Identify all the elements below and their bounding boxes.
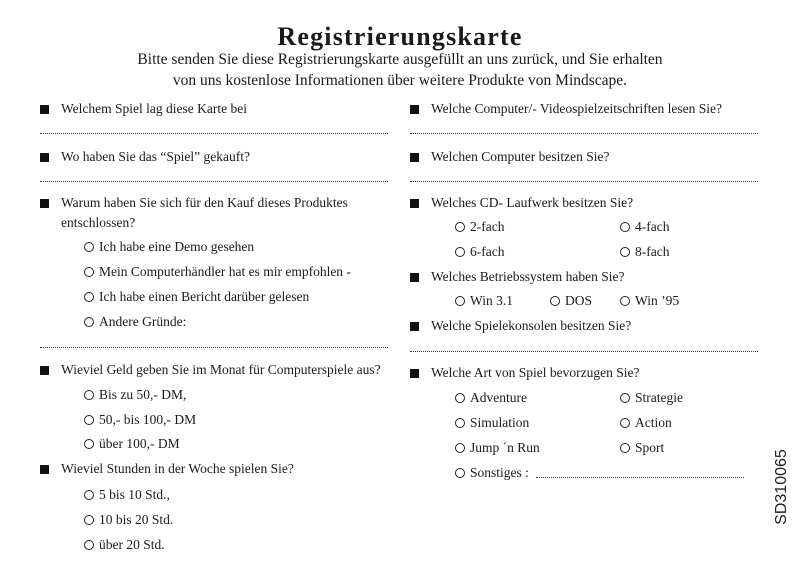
radio-circle-icon [620,222,630,232]
question-genre: Welche Art von Spiel bevorzugen Sie? [431,365,640,380]
radio-circle-icon [455,443,465,453]
option-money-1[interactable]: Bis zu 50,- DM, [84,387,186,403]
option-money-3[interactable]: über 100,- DM [84,436,180,452]
radio-circle-icon [84,317,94,327]
radio-circle-icon [455,222,465,232]
question-money: Wieviel Geld geben Sie im Monat für Computerspiele aus? [61,362,381,377]
answer-line[interactable] [40,347,388,348]
radio-circle-icon [84,490,94,500]
option-dealer[interactable]: Mein Computerhändler hat es mir empfohlen - [84,264,351,280]
radio-circle-icon [84,390,94,400]
question-magazines: Welche Computer/- Videospielzeitschriften lesen Sie? [431,101,723,116]
bullet-icon [410,369,419,378]
question-purchase-place: Wo haben Sie das “Spiel” gekauft? [61,149,250,164]
answer-line[interactable] [40,133,388,134]
option-hours-3[interactable]: über 20 Std. [84,537,165,553]
option-os-dos[interactable]: DOS [550,293,592,309]
option-genre-action[interactable]: Action [620,415,672,431]
answer-line[interactable] [40,181,388,182]
question-consoles: Welche Spielekonsolen besitzen Sie? [431,318,632,333]
option-hours-1[interactable]: 5 bis 10 Std., [84,487,170,503]
radio-circle-icon [620,418,630,428]
answer-line[interactable] [410,181,758,182]
option-hours-2[interactable]: 10 bis 20 Std. [84,512,173,528]
question-reason-line-2: entschlossen? [61,215,136,230]
answer-line[interactable] [410,133,758,134]
question-reason-line-1: Warum haben Sie sich für den Kauf dieses Produktes [61,195,348,210]
option-os-win31[interactable]: Win 3.1 [455,293,513,309]
intro-line-2: von uns kostenlose Informationen über weitere Produkte von Mindscape. [172,72,628,89]
option-genre-jumpnrun[interactable]: Jump ´n Run [455,440,540,456]
intro-line-1: Bitte senden Sie diese Registrierungskarte ausgefüllt an uns zurück, und Sie erhalten [137,51,663,68]
option-genre-sport[interactable]: Sport [620,440,664,456]
option-genre-other[interactable]: Sonstiges : [455,465,529,481]
option-genre-adventure[interactable]: Adventure [455,390,527,406]
other-answer-line[interactable] [536,477,744,478]
question-hours: Wieviel Stunden in der Woche spielen Sie? [61,461,294,476]
bullet-icon [410,153,419,162]
bullet-icon [410,273,419,282]
radio-circle-icon [620,443,630,453]
radio-circle-icon [84,415,94,425]
radio-circle-icon [84,540,94,550]
question-cd-drive: Welches CD- Laufwerk besitzen Sie? [431,195,634,210]
question-os: Welches Betriebssystem haben Sie? [431,269,625,284]
option-other-reasons[interactable]: Andere Gründe: [84,314,186,330]
option-cd-2x[interactable]: 2-fach [455,219,504,235]
radio-circle-icon [455,418,465,428]
bullet-icon [40,153,49,162]
option-report[interactable]: Ich habe einen Bericht darüber gelesen [84,289,309,305]
radio-circle-icon [455,247,465,257]
option-cd-6x[interactable]: 6-fach [455,244,504,260]
radio-circle-icon [620,296,630,306]
radio-circle-icon [84,267,94,277]
option-cd-8x[interactable]: 8-fach [620,244,669,260]
option-os-win95[interactable]: Win ’95 [620,293,679,309]
card-title: Registrierungskarte [277,22,523,51]
question-computer: Welchen Computer besitzen Sie? [431,149,610,164]
radio-circle-icon [550,296,560,306]
bullet-icon [40,465,49,474]
option-cd-4x[interactable]: 4-fach [620,219,669,235]
product-code: SD310065 [773,449,790,525]
bullet-icon [410,322,419,331]
option-genre-simulation[interactable]: Simulation [455,415,529,431]
radio-circle-icon [620,247,630,257]
radio-circle-icon [455,468,465,478]
radio-circle-icon [84,515,94,525]
question-game: Welchem Spiel lag diese Karte bei [61,101,247,116]
bullet-icon [40,366,49,375]
option-demo[interactable]: Ich habe eine Demo gesehen [84,239,254,255]
radio-circle-icon [84,439,94,449]
radio-circle-icon [84,242,94,252]
option-money-2[interactable]: 50,- bis 100,- DM [84,412,196,428]
option-genre-strategy[interactable]: Strategie [620,390,683,406]
radio-circle-icon [620,393,630,403]
bullet-icon [40,105,49,114]
bullet-icon [410,105,419,114]
answer-line[interactable] [410,351,758,352]
bullet-icon [410,199,419,208]
bullet-icon [40,199,49,208]
radio-circle-icon [84,292,94,302]
radio-circle-icon [455,393,465,403]
radio-circle-icon [455,296,465,306]
